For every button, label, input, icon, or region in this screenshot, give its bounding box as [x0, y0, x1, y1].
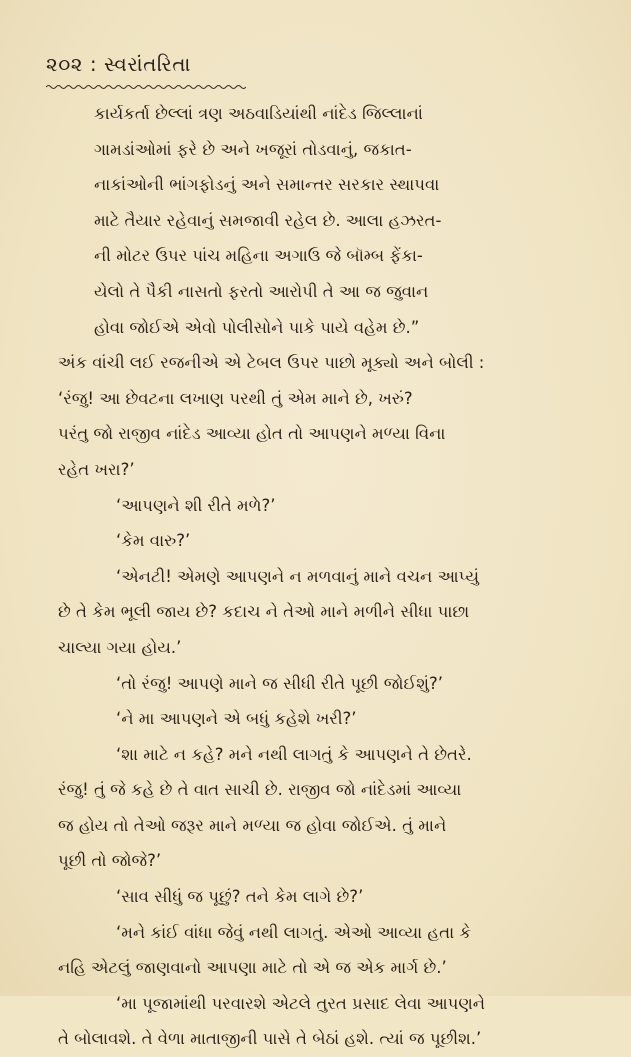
text-line: તે બોલાવશે. તે વેળા માતાજીની પાસે તે બેઠાં હશે. ત્યાં જ પૂછીશ.’	[58, 1029, 482, 1049]
text-line: રહેત ખરા?’	[58, 459, 135, 479]
text-line: ‘ને મા આપણને એ બધું કહેશે ખરી?’	[116, 709, 357, 729]
running-title: સ્વરાંતરિતા	[104, 52, 191, 76]
text-line: ‘એનટી! એમણે આપણને ન મળવાનું માને વચન આપ્યું	[116, 566, 479, 586]
text-line: યેલો તે પૈકી નાસતો ફરતો આરોપી તે આ જ જુવાન	[94, 281, 429, 301]
text-line: ‘મને કાંઈ વાંધા જેવું નથી લાગતું. એઓ આવ્યા હતા કે	[116, 922, 472, 942]
text-line: ‘રંજુ! આ છેવટના લખાણ પરથી તું એમ માને છે, ખરું?	[58, 388, 413, 408]
text-line: પરંતુ જો રાજીવ નાંદેડ આવ્યા હોત તો આપણને મળ્યા વિના	[58, 424, 446, 444]
decorative-wavy-rule	[46, 84, 246, 90]
text-line: ‘શા માટે ન કહે? મને નથી લાગતું કે આપણને તે છેતરે.	[116, 744, 472, 764]
page-number: ૨૦૨	[46, 52, 84, 76]
text-line: ગામડાંઓમાં ફરે છે અને ખજૂરાં તોડવાનું, જકાત-	[94, 139, 412, 159]
text-line: અંક વાંચી લઈ રજનીએ એ ટેબલ ઉપર પાછો મૂક્યો અને બોલી :	[58, 353, 485, 373]
text-line: ચાલ્યા ગયા હોય.’	[58, 637, 182, 657]
text-line: ‘સાવ સીધું જ પૂછું? તને કેમ લાગે છે?’	[116, 887, 364, 907]
text-line: ‘મા પૂજામાંથી પરવારશે એટલે તુરત પ્રસાદ લેવા આપણને	[116, 993, 486, 1013]
text-line: રંજુ! તું જે કહે છે તે વાત સાચી છે. રાજીવ જો નાંદેડમાં આવ્યા	[58, 780, 462, 800]
text-line: જ હોય તો તેઓ જરૂર માને મળ્યા જ હોવા જોઈએ. તું માને	[58, 815, 447, 835]
text-line: નહિ એટલું જાણવાનો આપણા માટે તો એ જ એક માર્ગ છે.’	[58, 958, 447, 978]
header-separator: :	[89, 52, 98, 76]
running-header	[46, 52, 191, 76]
text-line: છે તે કેમ ભૂલી જાય છે? કદાચ ને તેઓ માને મળીને સીધા પાછા	[58, 602, 470, 622]
body-text	[60, 96, 590, 1057]
text-line: માટે તૈયાર રહેવાનું સમજાવી રહેલ છે. આલા હઝરત-	[94, 210, 442, 230]
text-line: ની મોટર ઉપર પાંચ મહિના અગાઉ જે બૉમ્બ ફેંકા-	[94, 246, 423, 266]
text-line: ‘તો રંજુ! આપણે માને જ સીધી રીતે પૂછી જોઈશું?’	[116, 673, 443, 693]
text-line: નાકાંઓની ભાંગફોડનું અને સમાન્તર સરકાર સ્થાપવા	[94, 175, 440, 195]
text-line: કાર્યકર્તા છેલ્લાં ત્રણ અઠવાડિયાંથી નાંદેડ જિલ્લાનાં	[94, 104, 423, 123]
text-line: હોવા જોઈએ એવો પોલીસોને પાકે પાયે વહેમ છે.”	[94, 317, 420, 337]
text-line: પૂછી તો જોજે?’	[58, 851, 162, 871]
text-line: ‘આપણને શી રીતે મળે?’	[116, 495, 276, 515]
text-line: ‘કેમ વારુ?’	[116, 531, 191, 551]
